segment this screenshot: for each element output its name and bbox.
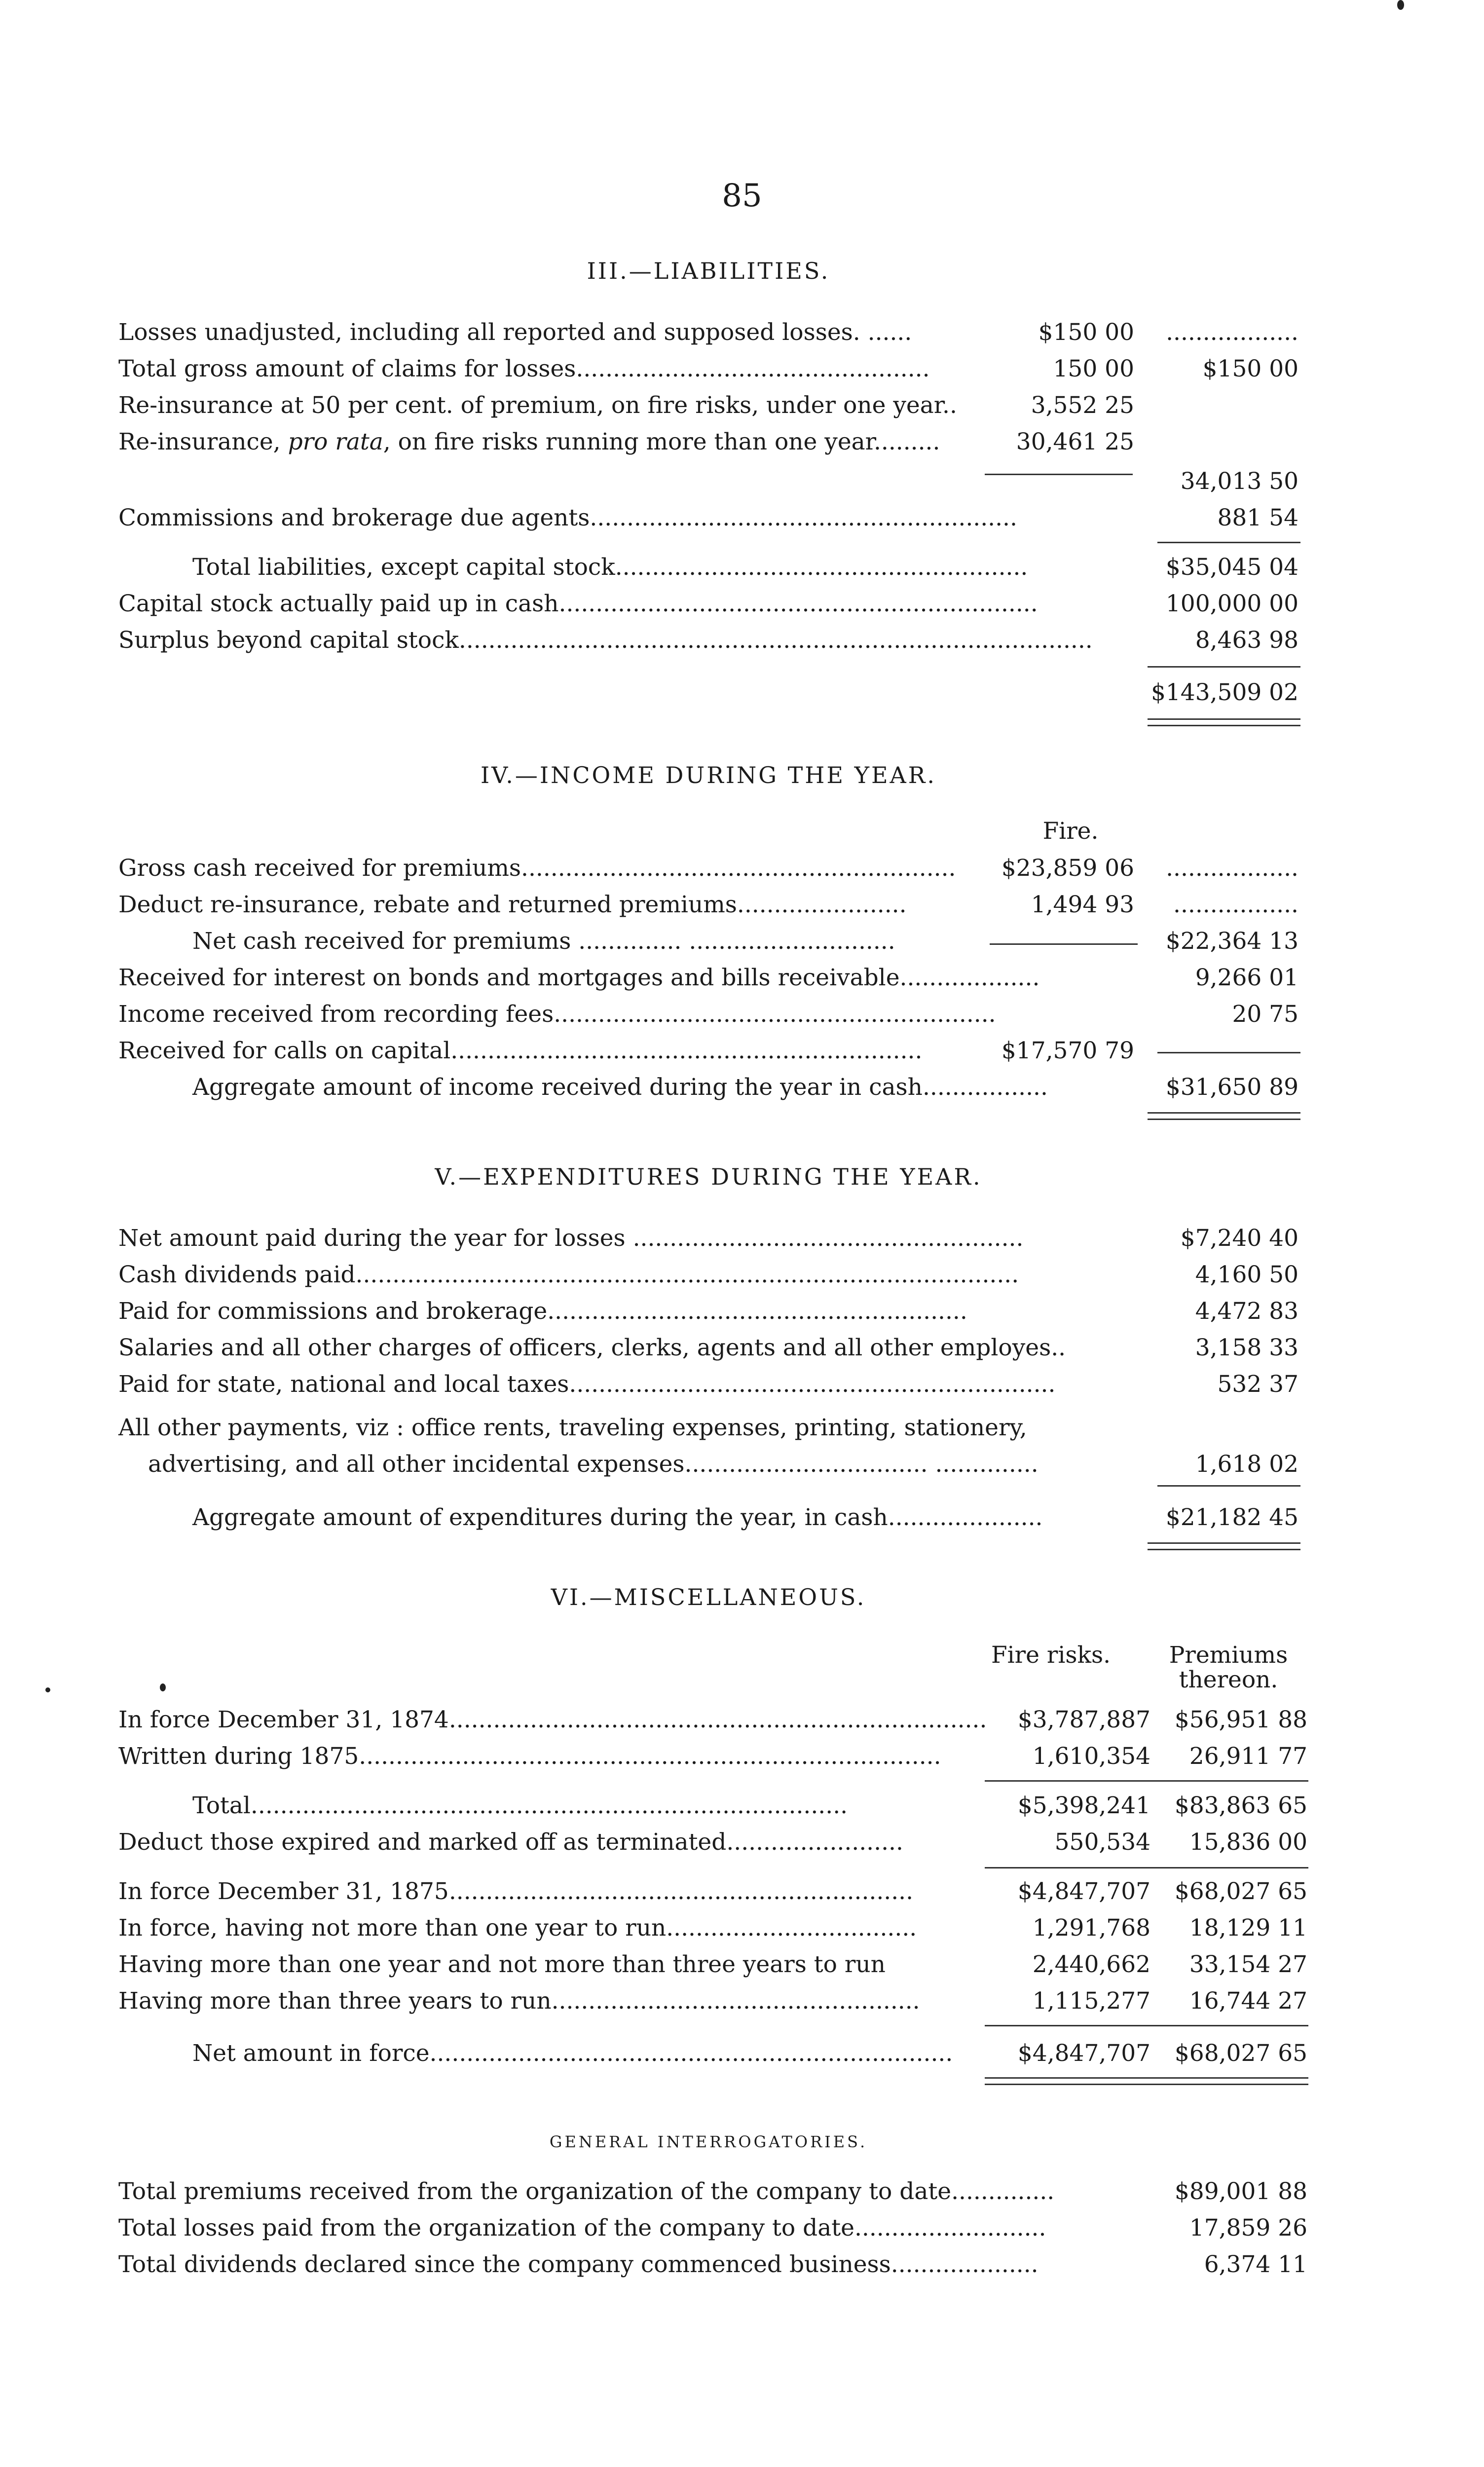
- row-total: 16,744 27: [1189, 1987, 1307, 2015]
- liability-row-total-liabilities: [118, 552, 1484, 583]
- sum-rule: [1157, 542, 1300, 543]
- row-label: All other payments, viz : office rents, traveling expenses, printing, stationery,: [118, 1414, 1027, 1441]
- row-total: 18,129 11: [1189, 1914, 1307, 1942]
- row-total: $83,863 65: [1174, 1792, 1307, 1819]
- row-label: Net amount paid during the year for losses .....................................................: [118, 1225, 1024, 1252]
- row-total: 3,158 33: [1195, 1334, 1298, 1361]
- scan-mark: [160, 1683, 166, 1691]
- row-label: Paid for state, national and local taxes..................................................................: [118, 1371, 1056, 1398]
- misc-row-written-1875: [118, 1741, 1484, 1772]
- row-total: $35,045 04: [1165, 554, 1298, 581]
- row-label: Written during 1875...............................................................................: [118, 1743, 941, 1770]
- scan-mark: [45, 1687, 50, 1692]
- expenditure-row-other-payments: [118, 1412, 1484, 1444]
- row-label: Aggregate amount of income received during the year in cash.................: [192, 1074, 1048, 1101]
- row-value: 30,461 25: [1016, 428, 1134, 455]
- income-row-recording-fees: [118, 999, 1484, 1030]
- section-heading-general-interrogatories: GENERAL INTERROGATORIES.: [549, 2132, 868, 2151]
- sum-rule: [1148, 666, 1300, 668]
- row-value: 3,552 25: [1031, 392, 1134, 419]
- row-value: $17,570 79: [1001, 1037, 1134, 1064]
- expenditure-row-dividends: [118, 1259, 1484, 1291]
- income-row-deduct-reinsurance: [118, 889, 1484, 921]
- section-heading-liabilities: III.—LIABILITIES.: [587, 258, 830, 284]
- row-total: $56,951 88: [1174, 1706, 1307, 1733]
- row-label: Total premiums received from the organization of the company to date..............: [118, 2178, 1055, 2205]
- row-label: In force, having not more than one year to run..................................: [118, 1914, 917, 1942]
- row-total: 34,013 50: [1180, 468, 1298, 495]
- row-value: $4,847,707: [1017, 1878, 1150, 1905]
- row-total: 100,000 00: [1165, 590, 1298, 617]
- row-total: 20 75: [1232, 1001, 1298, 1028]
- liability-row-surplus: [118, 625, 1484, 656]
- liability-row-reinsurance-subtotal: [118, 466, 1484, 497]
- row-total: $7,240 40: [1180, 1225, 1298, 1252]
- row-total: 4,160 50: [1195, 1261, 1298, 1288]
- row-label: Deduct re-insurance, rebate and returned premiums.......................: [118, 891, 907, 918]
- sum-rule: [985, 1867, 1308, 1869]
- row-value: 550,534: [1054, 1829, 1150, 1856]
- row-value: $23,859 06: [1001, 855, 1134, 882]
- income-row-interest: [118, 962, 1484, 994]
- row-leader: ..................: [1166, 855, 1298, 882]
- misc-row-deduct-expired: [118, 1827, 1484, 1858]
- row-total: $89,001 88: [1174, 2178, 1307, 2205]
- row-label: Received for calls on capital................................................................: [118, 1037, 923, 1064]
- misc-row-in-force-1874: [118, 1704, 1484, 1736]
- sum-rule: [1157, 1052, 1300, 1053]
- section-heading-expenditures: V.—EXPENDITURES DURING THE YEAR.: [435, 1163, 982, 1190]
- row-label: Re-insurance at 50 per cent. of premium, on fire risks, under one year..: [118, 392, 957, 419]
- sum-rule: [985, 1780, 1308, 1782]
- liability-row-capital-stock: [118, 588, 1484, 620]
- row-total: 33,154 27: [1189, 1951, 1307, 1978]
- row-total: 881 54: [1217, 504, 1298, 531]
- row-label: Net cash received for premiums .............. ............................: [192, 928, 895, 955]
- row-total: 1,618 02: [1195, 1451, 1298, 1478]
- row-value: $4,847,707: [1017, 2040, 1150, 2067]
- double-rule: [1148, 1112, 1300, 1120]
- sum-rule: [985, 2025, 1308, 2026]
- scan-mark: [1397, 0, 1404, 10]
- row-label: Total losses paid from the organization of the company to date..........................: [118, 2214, 1046, 2242]
- sum-rule: [1157, 1485, 1300, 1487]
- row-label: Net amount in force.......................................................................: [192, 2040, 953, 2067]
- liability-row-commissions-due: [118, 502, 1484, 534]
- row-total: $31,650 89: [1165, 1074, 1298, 1101]
- double-rule: [1148, 718, 1300, 726]
- row-label: Having more than three years to run..................................................: [118, 1987, 920, 2015]
- misc-row-net-in-force: [118, 2038, 1484, 2069]
- expenditure-row-commissions: [118, 1296, 1484, 1327]
- row-label: Capital stock actually paid up in cash.................................................................: [118, 590, 1038, 617]
- row-label: Received for interest on bonds and mortgages and bills receivable...................: [118, 964, 1040, 991]
- general-row-total-premiums: [118, 2176, 1484, 2207]
- income-row-calls-on-capital: [118, 1035, 1484, 1067]
- column-header-fire: Fire.: [1042, 818, 1099, 845]
- expenditure-row-other-payments-cont: [118, 1449, 1484, 1480]
- double-rule: [985, 2077, 1308, 2085]
- misc-row-total: [118, 1790, 1484, 1822]
- column-header-line: Premiums: [1169, 1642, 1288, 1669]
- expenditure-row-losses: [118, 1223, 1484, 1254]
- column-header-line: thereon.: [1179, 1666, 1278, 1693]
- column-header-fire-risks: Fire risks.: [991, 1642, 1111, 1669]
- liability-row-losses-unadjusted: [118, 317, 1484, 348]
- page-number: 85: [722, 178, 762, 214]
- row-label: Salaries and all other charges of officers, clerks, agents and all other employes..: [118, 1334, 1066, 1361]
- row-leader: .................: [1173, 891, 1298, 918]
- section-heading-income: IV.—INCOME DURING THE YEAR.: [480, 762, 937, 788]
- row-total: 532 37: [1217, 1371, 1298, 1398]
- misc-row-one-year: [118, 1912, 1484, 1944]
- row-total: $68,027 65: [1174, 1878, 1307, 1905]
- row-total: $22,364 13: [1165, 928, 1298, 955]
- row-value: $3,787,887: [1017, 1706, 1150, 1733]
- row-total: 15,836 00: [1189, 1829, 1307, 1856]
- expenditure-row-salaries: [118, 1332, 1484, 1364]
- row-total: 26,911 77: [1189, 1743, 1307, 1770]
- general-row-total-losses: [118, 2212, 1484, 2244]
- misc-row-over-three-years: [118, 1985, 1484, 2017]
- row-label: Re-insurance, pro rata, on fire risks running more than one year.........: [118, 428, 940, 455]
- row-total: 6,374 11: [1204, 2251, 1307, 2278]
- row-total: $21,182 45: [1165, 1504, 1298, 1531]
- row-label: Deduct those expired and marked off as terminated........................: [118, 1829, 903, 1856]
- double-rule: [1148, 1542, 1300, 1550]
- income-row-net-premiums: [118, 926, 1484, 957]
- row-total: $150 00: [1202, 355, 1298, 382]
- liability-row-grand-total: [118, 677, 1484, 709]
- row-total: $143,509 02: [1150, 679, 1298, 706]
- row-label: Surplus beyond capital stock......................................................................................: [118, 627, 1093, 654]
- row-label: Total liabilities, except capital stock........................................................: [192, 554, 1028, 581]
- row-leader: ..................: [1166, 319, 1298, 346]
- row-value: 1,291,768: [1032, 1914, 1150, 1942]
- column-header-premiums: [1150, 1643, 1307, 1692]
- row-value: $150 00: [1038, 319, 1134, 346]
- liability-row-gross-claims: [118, 353, 1484, 385]
- row-value: 1,610,354: [1032, 1743, 1150, 1770]
- row-value: 1,115,277: [1032, 1987, 1150, 2015]
- income-row-aggregate: [118, 1072, 1484, 1103]
- row-value: 2,440,662: [1032, 1951, 1150, 1978]
- liability-row-reinsurance-under-one-year: [118, 390, 1484, 421]
- row-label: Total.................................................................................: [192, 1792, 848, 1819]
- row-total: 4,472 83: [1195, 1298, 1298, 1325]
- misc-row-in-force-1875: [118, 1876, 1484, 1907]
- row-value: 150 00: [1053, 355, 1134, 382]
- row-label: Income received from recording fees............................................................: [118, 1001, 996, 1028]
- general-row-total-dividends: [118, 2249, 1484, 2280]
- row-label: Paid for commissions and brokerage.........................................................: [118, 1298, 967, 1325]
- liability-row-reinsurance-pro-rata: [118, 426, 1484, 458]
- row-total: 9,266 01: [1195, 964, 1298, 991]
- income-row-gross-premiums: [118, 853, 1484, 884]
- row-value: 1,494 93: [1031, 891, 1134, 918]
- row-label: Losses unadjusted, including all reported and supposed losses. ......: [118, 319, 912, 346]
- row-value: $5,398,241: [1017, 1792, 1150, 1819]
- row-label: Commissions and brokerage due agents..........................................................: [118, 504, 1017, 531]
- row-label: Gross cash received for premiums...........................................................: [118, 855, 956, 882]
- row-label: Total gross amount of claims for losses................................................: [118, 355, 930, 382]
- row-label: advertising, and all other incidental expenses................................. ..............: [148, 1451, 1039, 1478]
- row-label: Total dividends declared since the company commenced business....................: [118, 2251, 1039, 2278]
- row-total: 8,463 98: [1195, 627, 1298, 654]
- row-label: In force December 31, 1874.........................................................................: [118, 1706, 987, 1733]
- expenditure-row-aggregate: [118, 1502, 1484, 1533]
- row-label: Cash dividends paid..........................................................................................: [118, 1261, 1019, 1288]
- expenditure-row-taxes: [118, 1369, 1484, 1400]
- section-heading-miscellaneous: VI.—MISCELLANEOUS.: [551, 1584, 866, 1610]
- row-total: 17,859 26: [1189, 2214, 1307, 2242]
- row-label: Having more than one year and not more than three years to run: [118, 1951, 886, 1978]
- row-label: Aggregate amount of expenditures during the year, in cash.....................: [192, 1504, 1043, 1531]
- row-label: In force December 31, 1875...............................................................: [118, 1878, 914, 1905]
- row-total: $68,027 65: [1174, 2040, 1307, 2067]
- misc-row-one-to-three-years: [118, 1949, 1484, 1981]
